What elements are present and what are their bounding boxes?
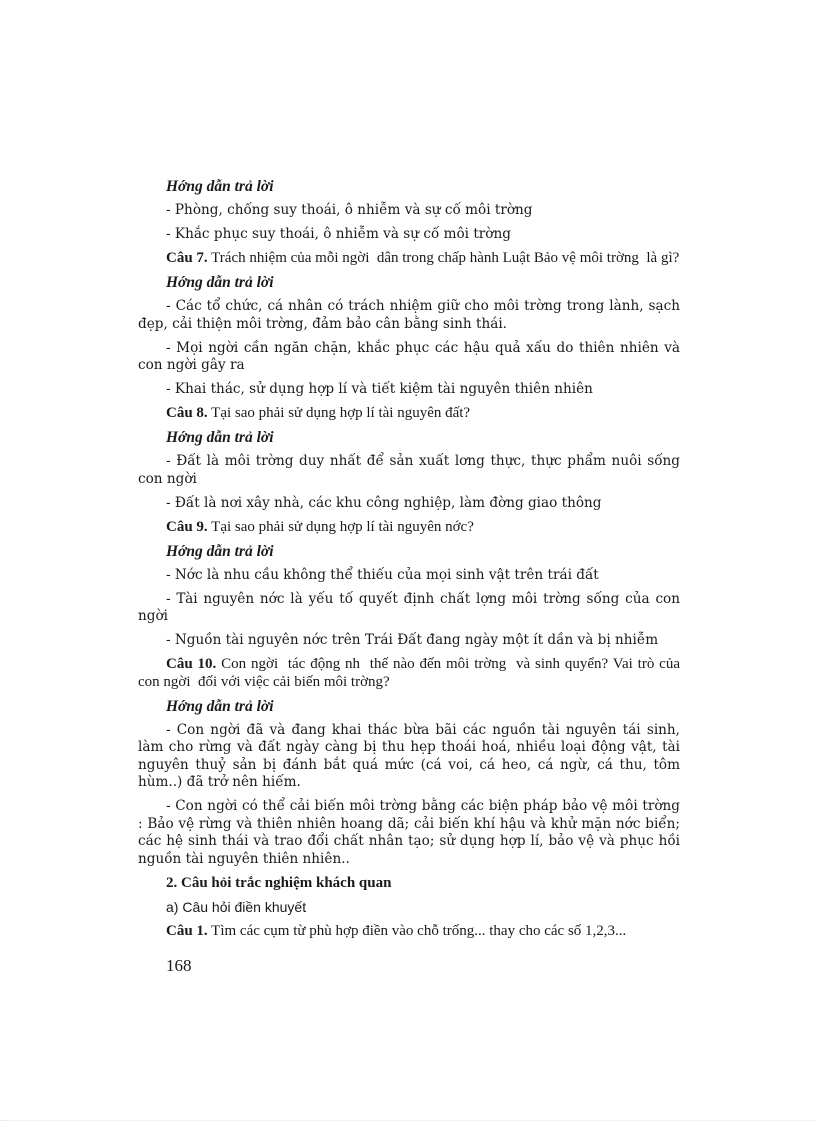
answer-guide-heading: Hớng dẫn trả lời (166, 178, 274, 195)
answer-paragraph: - Đất là nơi xây nhà, các khu công nghiệp, làm đờng giao thông (166, 494, 602, 511)
page-bottom-divider (0, 1120, 816, 1121)
question-text: Trách nhiệm của mỗi ngời dân trong chấp hành Luật Bảo vệ môi trờng là gì? (207, 250, 680, 266)
question-text: Con ngời tác động nh thế nào đến môi trờng và sinh quyển? Vai trò của con ngời đối với việc cải biến môi trờng? (138, 656, 684, 690)
question-paragraph (138, 250, 680, 268)
question-text: Tại sao phải sử dụng hợp lí tài nguyên đất? (207, 405, 471, 421)
answer-guide-heading: Hớng dẫn trả lời (166, 542, 274, 560)
page-number: 168 (166, 956, 192, 975)
section-heading: 2. Câu hỏi trắc nghiệm khách quan (166, 874, 392, 891)
answer-paragraph: - Nguồn tài nguyên nớc trên Trái Đất đang ngày một ít dần và bị nhiễm (166, 632, 659, 648)
answer-paragraph: - Đất là môi trờng duy nhất để sản xuất lơng thực, thực phẩm nuôi sống con ngời (138, 453, 680, 487)
answer-paragraph: - Nớc là nhu cầu không thể thiếu của mọi sinh vật trên trái đất (166, 566, 599, 583)
question-paragraph (138, 405, 680, 423)
question-paragraph (138, 656, 684, 691)
question-label: Câu 1. (166, 922, 208, 939)
question-text: Tìm các cụm từ phù hợp điền vào chỗ trống... thay cho các số 1,2,3... (207, 922, 627, 939)
answer-paragraph: - Khai thác, sử dụng hợp lí và tiết kiệm tài nguyên thiên nhiên (166, 381, 593, 397)
answer-paragraph: - Mọi ngời cần ngăn chặn, khắc phục các hậu quả xấu do thiên nhiên và con ngời gây ra (138, 339, 680, 373)
answer-paragraph: - Tài nguyên nớc là yếu tố quyết định chất lợng môi trờng sống của con ngời (138, 590, 680, 624)
page-content (138, 178, 684, 947)
question-paragraph (138, 923, 680, 941)
answer-paragraph: - Con ngời có thể cải biến môi trờng bằng các biện pháp bảo vệ môi trờng : Bảo vệ rừng và thiên nhiên hoang dã; cải biến khí hậu và khử mặn nớc biển; các hệ sinh thái và trao đổi chất nhân tạo; sử dụng hợp lí, bảo vệ và phục hồi nguồn tài nguyên thiên nhiên.. (138, 798, 680, 867)
question-label: Câu 9. (166, 518, 208, 535)
question-label: Câu 7. (166, 250, 208, 266)
answer-paragraph: - Con ngời đã và đang khai thác bừa bãi các nguồn tài nguyên tái sinh, làm cho rừng và đất ngày càng bị thu hẹp thoái hoá, nhiều loại động vật, tài nguyên thuỷ sản bị đánh bắt quá mức (cá voi, cá heo, cá ngừ, cá thu, tôm hùm..) đã trở nên hiếm. (138, 721, 680, 790)
answer-guide-heading: Hớng dẫn trả lời (166, 274, 274, 291)
question-label: Câu 10. (166, 656, 217, 672)
answer-paragraph: - Các tổ chức, cá nhân có trách nhiệm giữ cho môi trờng trong lành, sạch đẹp, cải thiện môi trờng, đảm bảo cân bằng sinh thái. (138, 298, 680, 332)
question-paragraph (138, 519, 680, 537)
answer-guide-heading: Hớng dẫn trả lời (166, 429, 274, 446)
question-label: Câu 8. (166, 405, 208, 421)
subsection-heading: a) Câu hỏi điền khuyết (166, 898, 307, 915)
answer-paragraph: - Khắc phục suy thoái, ô nhiễm và sự cố môi trờng (166, 226, 511, 242)
answer-paragraph: - Phòng, chống suy thoái, ô nhiễm và sự cố môi trờng (166, 202, 533, 218)
answer-guide-heading: Hớng dẫn trả lời (166, 697, 274, 715)
question-text: Tại sao phải sử dụng hợp lí tài nguyên nớc? (207, 518, 474, 535)
